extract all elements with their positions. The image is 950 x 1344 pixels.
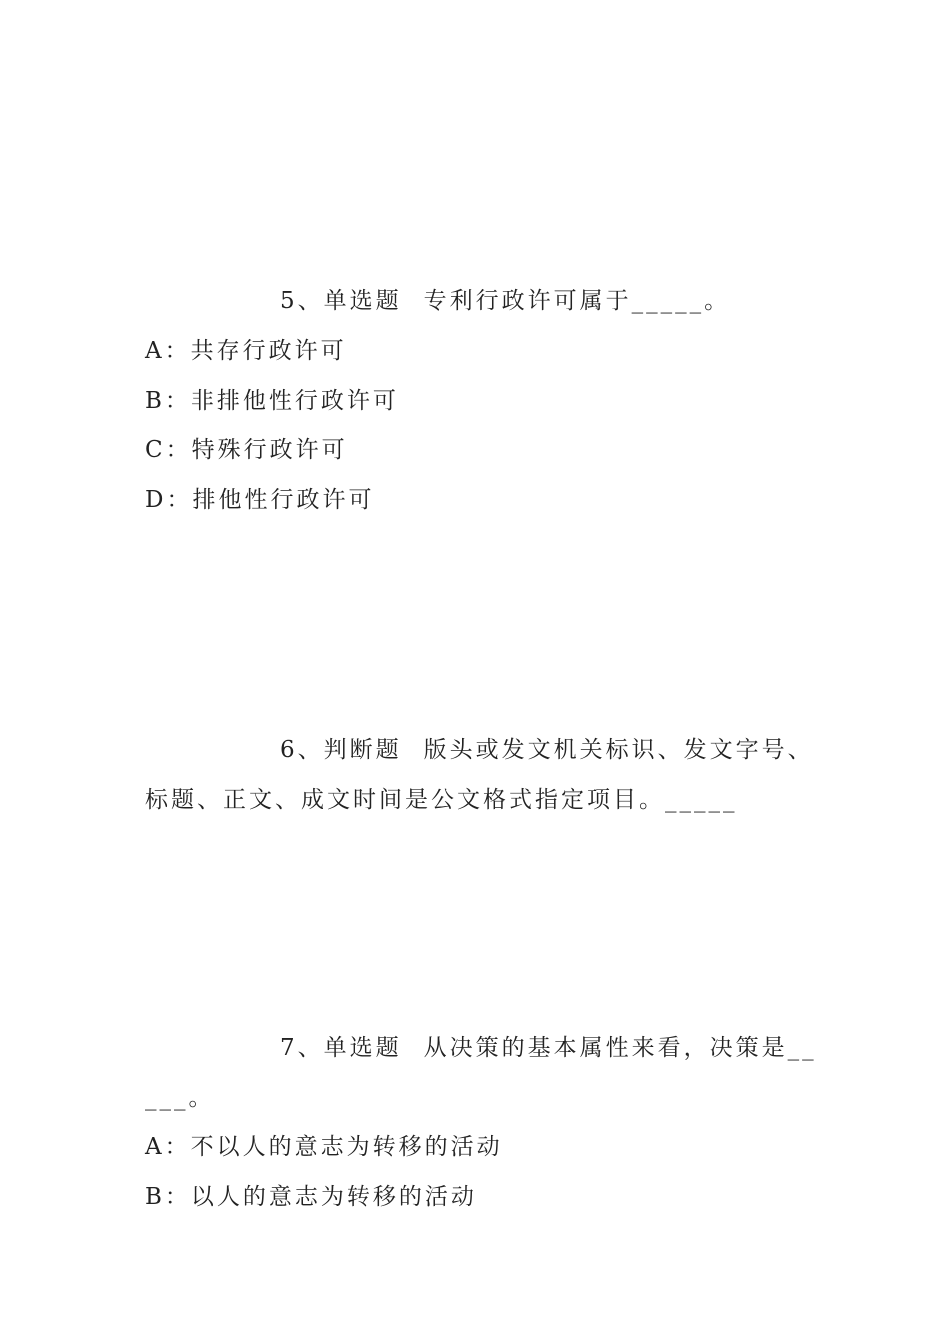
question-7-header bbox=[280, 1033, 817, 1063]
question-5-header bbox=[280, 286, 730, 316]
question-stem-line1: 从决策的基本属性来看，决策是__ bbox=[423, 1035, 817, 1061]
option-a bbox=[145, 336, 347, 366]
option-key: D： bbox=[145, 487, 193, 513]
option-text: 排他性行政许可 bbox=[192, 487, 375, 513]
option-text: 以人的意志为转移的活动 bbox=[190, 1184, 477, 1210]
option-text: 特殊行政许可 bbox=[191, 437, 348, 463]
question-number: 6、 bbox=[280, 737, 324, 763]
question-6-stem-line2: 标题、正文、成文时间是公文格式指定项目。_____ bbox=[145, 787, 738, 813]
question-stem-line1: 版头或发文机关标识、发文字号、 bbox=[423, 737, 814, 763]
option-b bbox=[145, 386, 399, 416]
option-b bbox=[145, 1182, 477, 1212]
option-key: A： bbox=[145, 338, 191, 364]
question-type: 单选题 bbox=[323, 1035, 402, 1061]
option-d bbox=[145, 485, 374, 515]
option-c bbox=[145, 435, 348, 465]
question-6-header bbox=[280, 735, 814, 765]
question-stem: 专利行政许可属于_____。 bbox=[423, 288, 731, 314]
question-7-stem-line2: ___。 bbox=[145, 1085, 215, 1111]
option-key: A： bbox=[145, 1134, 191, 1160]
question-number: 5、 bbox=[280, 288, 324, 314]
question-type: 判断题 bbox=[323, 737, 402, 763]
option-text: 共存行政许可 bbox=[190, 338, 347, 364]
option-text: 非排他性行政许可 bbox=[190, 388, 399, 414]
question-number: 7、 bbox=[280, 1035, 324, 1061]
option-key: B： bbox=[145, 1184, 191, 1210]
option-a bbox=[145, 1132, 503, 1162]
option-key: C： bbox=[145, 437, 192, 463]
option-key: B： bbox=[145, 388, 191, 414]
option-text: 不以人的意志为转移的活动 bbox=[190, 1134, 503, 1160]
question-type: 单选题 bbox=[323, 288, 402, 314]
